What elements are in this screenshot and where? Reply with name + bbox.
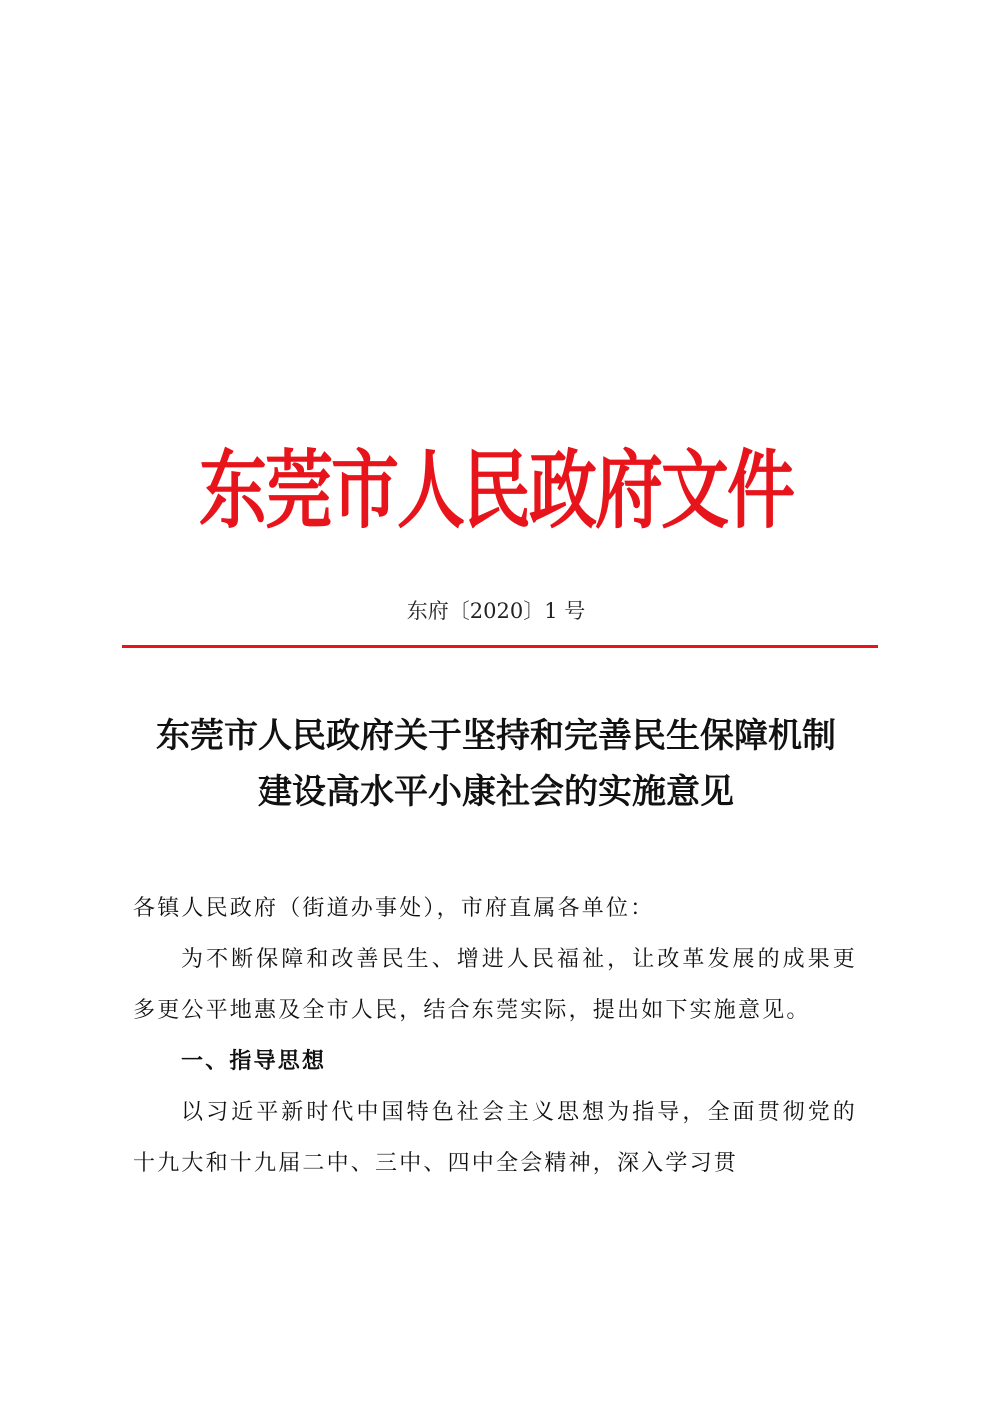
masthead-title: 东莞市人民政府文件 [198, 442, 793, 542]
addressee-line: 各镇人民政府（街道办事处），市府直属各单位： [133, 896, 655, 921]
document-number: 东府〔2020〕1 号 [406, 599, 586, 623]
title-line-1: 东莞市人民政府关于坚持和完善民生保障机制 [156, 716, 836, 756]
red-separator-line [122, 645, 878, 648]
section-paragraph: 以习近平新时代中国特色社会主义思想为指导，全面贯彻党的十九大和十九届二中、三中、四中全会精神，深入学习贯 [133, 1100, 857, 1176]
section-heading: 一、指导思想 [181, 1049, 327, 1074]
title-line-2: 建设高水平小康社会的实施意见 [258, 772, 734, 812]
document-title [110, 708, 882, 820]
intro-paragraph: 为不断保障和改善民生、增进人民福祉，让改革发展的成果更多更公平地惠及全市人民，结合东莞实际，提出如下实施意见。 [133, 947, 857, 1023]
document-body [133, 883, 857, 1189]
